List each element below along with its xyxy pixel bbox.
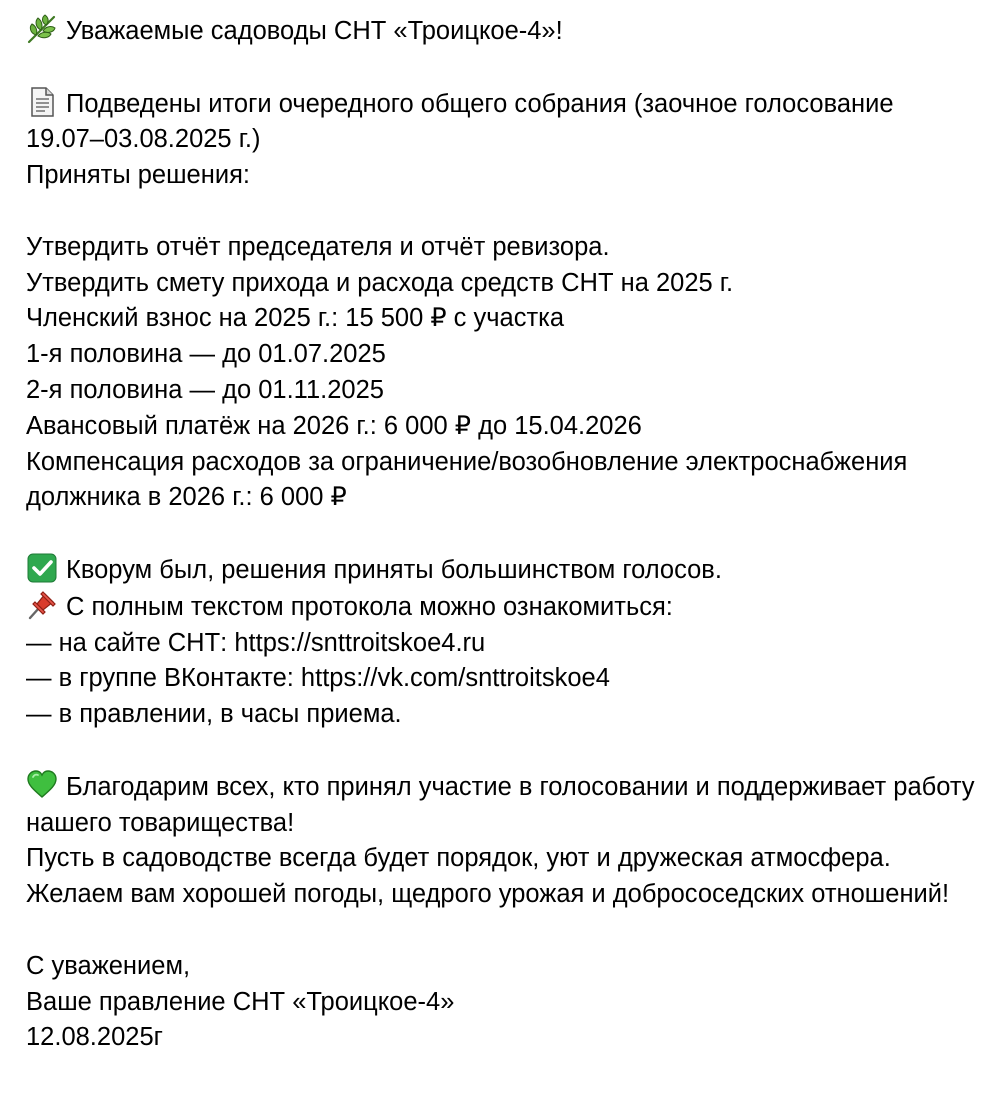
herb-icon xyxy=(26,13,58,45)
summary-line xyxy=(26,86,976,159)
summary-text: Подведены итоги очередного общего собрания (заочное голосование 19.07–03.08.2025 г.) xyxy=(26,89,894,154)
quorum-line xyxy=(26,552,976,589)
spacer xyxy=(26,50,976,86)
green-heart-icon xyxy=(26,769,58,801)
check-mark-button-icon xyxy=(26,552,58,584)
announcement-document xyxy=(26,13,976,1056)
decision-item: Утвердить отчёт председателя и отчёт ревизора. xyxy=(26,232,610,261)
signature-regards: С уважением, xyxy=(26,951,191,980)
greeting-line xyxy=(26,13,976,50)
signature-date: 12.08.2025г xyxy=(26,1023,163,1052)
spacer xyxy=(26,913,976,949)
decisions-heading: Приняты решения: xyxy=(26,161,250,190)
protocol-text: С полным текстом протокола можно ознакомиться: xyxy=(66,592,673,621)
wish-order-line: Пусть в садоводстве всегда будет порядок, уют и дружеская атмосфера. xyxy=(26,844,891,873)
protocol-source-site: — на сайте СНТ: https://snttroitskoe4.ru xyxy=(26,628,486,657)
protocol-source-vk: — в группе ВКонтакте: https://vk.com/snttroitskoe4 xyxy=(26,664,610,693)
pushpin-icon xyxy=(26,589,58,621)
decision-item: Утвердить смету прихода и расхода средств СНТ на 2025 г. xyxy=(26,268,734,297)
greeting-text: Уважаемые садоводы СНТ «Троицкое-4»! xyxy=(66,17,563,45)
wish-weather-line: Желаем вам хорошей погоды, щедрого урожая и добрососедских отношений! xyxy=(26,880,950,909)
page-document-icon xyxy=(26,86,58,118)
decision-item: Членский взнос на 2025 г.: 15 500 ₽ с участка xyxy=(26,304,565,333)
decision-item: 2-я половина — до 01.11.2025 xyxy=(26,375,384,404)
protocol-source-board: — в правлении, в часы приема. xyxy=(26,700,402,729)
quorum-text: Кворум был, решения приняты большинством голосов. xyxy=(66,555,722,584)
protocol-line xyxy=(26,589,976,626)
spacer xyxy=(26,516,976,552)
spacer xyxy=(26,194,976,230)
decision-item: 1-я половина — до 01.07.2025 xyxy=(26,340,386,369)
signature-board: Ваше правление СНТ «Троицкое-4» xyxy=(26,987,455,1016)
thanks-text: Благодарим всех, кто принял участие в голосовании и поддерживает работу нашего товарищества! xyxy=(26,772,975,837)
decision-item: Компенсация расходов за ограничение/возобновление электроснабжения должника в 2026 г.: 6 000 ₽ xyxy=(26,447,908,512)
decision-item: Авансовый платёж на 2026 г.: 6 000 ₽ до 15.04.2026 xyxy=(26,411,642,440)
thanks-line xyxy=(26,769,976,842)
spacer xyxy=(26,733,976,769)
